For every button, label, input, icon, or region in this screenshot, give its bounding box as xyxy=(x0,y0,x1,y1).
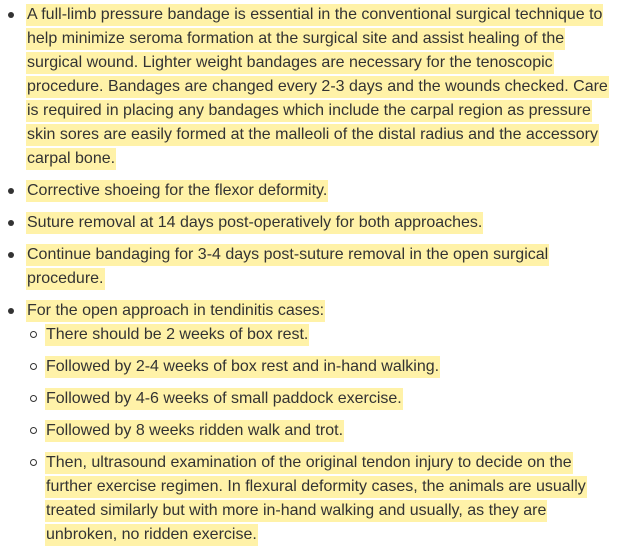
highlighted-text: Corrective shoeing for the flexor deformity. xyxy=(26,180,328,202)
list-item xyxy=(0,3,610,171)
highlighted-text: Followed by 2-4 weeks of box rest and in-hand walking. xyxy=(45,356,440,378)
highlighted-text: Followed by 4-6 weeks of small paddock exercise. xyxy=(45,388,403,410)
sub-list-item xyxy=(26,387,610,411)
sub-list-item xyxy=(26,355,610,379)
circle-bullet-icon xyxy=(30,363,37,370)
bullet-icon xyxy=(8,188,14,194)
list-item xyxy=(0,243,610,291)
circle-bullet-icon xyxy=(30,427,37,434)
sub-list-item xyxy=(26,451,610,547)
list-item xyxy=(0,179,610,203)
list-item xyxy=(0,299,610,547)
bullet-list xyxy=(0,3,610,555)
bullet-icon xyxy=(8,308,14,314)
sub-list-item xyxy=(26,419,610,443)
bullet-icon xyxy=(8,220,14,226)
highlighted-text: Continue bandaging for 3-4 days post-suture removal in the open surgical procedure. xyxy=(26,244,549,290)
bullet-icon xyxy=(8,12,14,18)
highlighted-text: Suture removal at 14 days post-operatively for both approaches. xyxy=(26,212,483,234)
highlighted-text: A full-limb pressure bandage is essential in the conventional surgical technique to help minimize seroma formation at the surgical site and assist healing of the surgical wound. Lighter weight bandages are necessary for the tenoscopic procedure. Bandages are changed every 2-3 days and the wounds checked. Care is required in placing any bandages which include the carpal region as pressure skin sores are easily formed at the malleoli of the distal radius and the accessory carpal bone. xyxy=(26,4,609,170)
circle-bullet-icon xyxy=(30,395,37,402)
highlighted-text: There should be 2 weeks of box rest. xyxy=(45,324,309,346)
highlighted-text: For the open approach in tendinitis cases: xyxy=(26,300,325,322)
sub-list-item xyxy=(26,323,610,347)
circle-bullet-icon xyxy=(30,331,37,338)
highlighted-text: Followed by 8 weeks ridden walk and trot. xyxy=(45,420,344,442)
list-item xyxy=(0,211,610,235)
circle-bullet-icon xyxy=(30,459,37,466)
sub-bullet-list xyxy=(26,323,610,547)
bullet-icon xyxy=(8,252,14,258)
highlighted-text: Then, ultrasound examination of the original tendon injury to decide on the further exercise regimen. In flexural deformity cases, the animals are usually treated similarly but with more in-hand walking and usually, as they are unbroken, no ridden exercise. xyxy=(45,452,587,546)
